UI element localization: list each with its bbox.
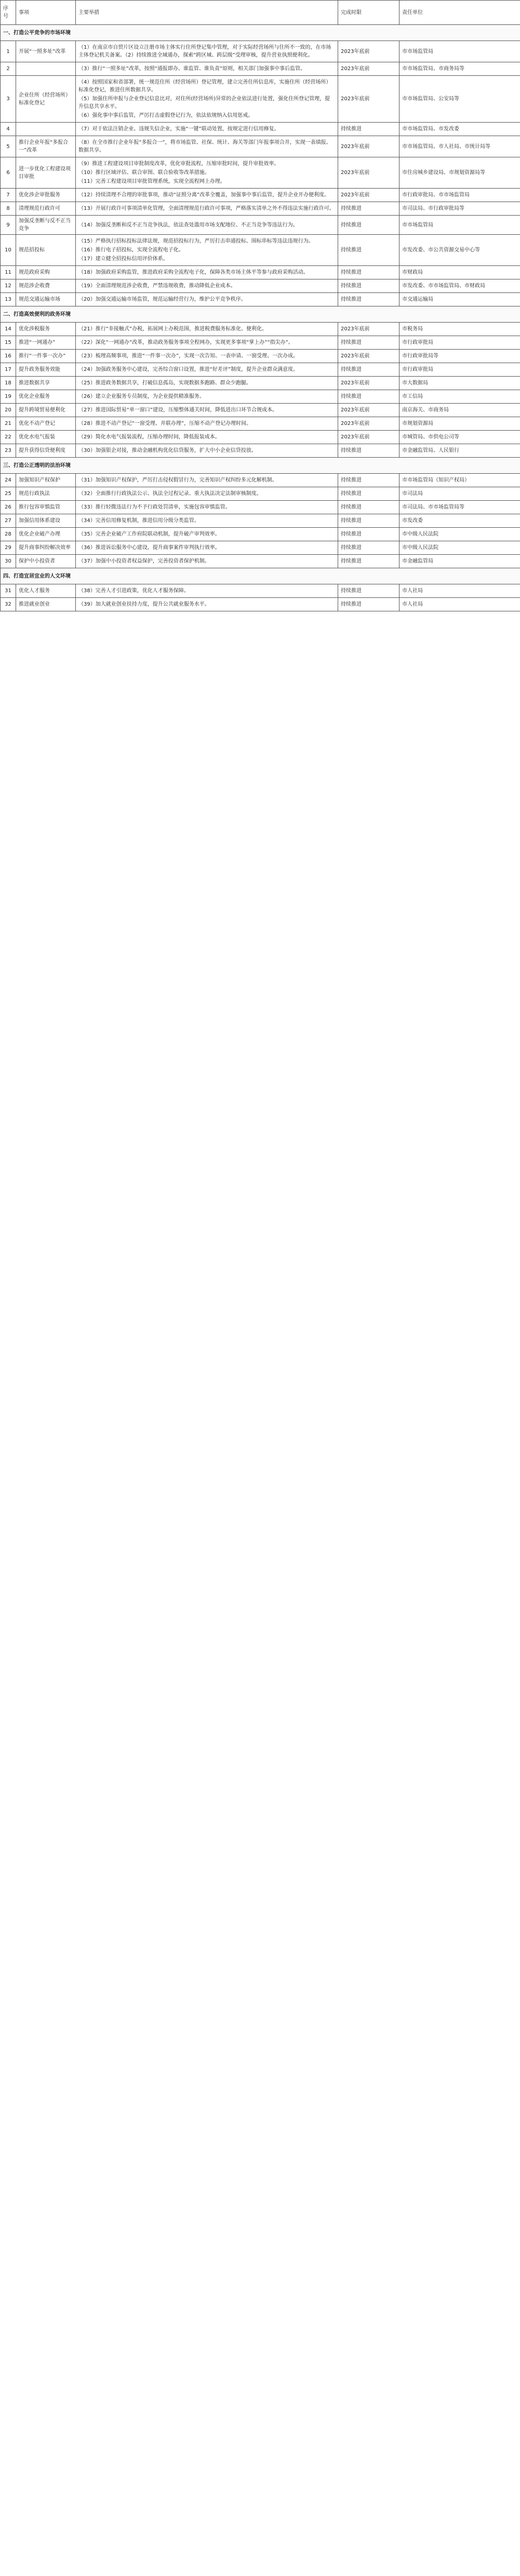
row-measures	[76, 377, 338, 390]
measure-paragraph: （28）推进不动产登记“一窗受理、并联办理”，压缩不动产登记办理时间。	[78, 421, 252, 426]
table-row	[1, 555, 520, 568]
row-department: 市城管局、市供电公司等	[399, 431, 520, 444]
measure-paragraph: （36）推进诉讼服务中心建设，提升商事案件审判执行效率。	[78, 545, 220, 551]
table-row	[1, 350, 520, 363]
row-measures	[76, 417, 338, 431]
measure-paragraph: （25）推进政务数据共享，打破信息孤岛，实现数据多跑路、群众少跑腿。	[78, 380, 251, 386]
section-row	[1, 458, 520, 474]
row-deadline: 持续推进	[338, 598, 399, 611]
row-measures	[76, 390, 338, 404]
row-department: 市发改委、市公共资源交易中心等	[399, 235, 520, 266]
row-deadline: 持续推进	[338, 541, 399, 555]
row-deadline: 持续推进	[338, 390, 399, 404]
row-item	[16, 62, 76, 76]
row-item: 推进数据共享	[16, 377, 76, 390]
row-deadline: 2023年底前	[338, 350, 399, 363]
header-no: 序号	[1, 1, 16, 25]
section-row	[1, 25, 520, 41]
row-no: 13	[1, 293, 16, 306]
row-no: 17	[1, 363, 16, 377]
row-measures	[76, 514, 338, 528]
row-measures	[76, 235, 338, 266]
row-department: 市发改委、市市场监管局、市财政局	[399, 279, 520, 293]
header-measures: 主要举措	[76, 1, 338, 25]
row-department: 市行政审批局等	[399, 350, 520, 363]
table-row	[1, 41, 520, 62]
table-row	[1, 123, 520, 136]
row-measures	[76, 157, 338, 189]
row-item: 推行企业年报“多报合一”改革	[16, 136, 76, 157]
measure-paragraph: （33）推行轻微违法行为不予行政处罚清单，实施包容审慎监管。	[78, 504, 231, 510]
row-no: 28	[1, 528, 16, 541]
table-header-row	[1, 1, 520, 25]
measure-paragraph: （14）加强反垄断和反不正当竞争执法，依法查处滥用市场支配地位、不正当竞争等违法行为。	[78, 222, 298, 228]
measures-table	[0, 0, 520, 611]
section-title: 二、打造高效便利的政务环境	[1, 306, 520, 323]
row-department: 市发改委	[399, 514, 520, 528]
measure-paragraph: （21）推行“非接触式”办税，拓展网上办税范围，推进税费服务标准化、便利化。	[78, 326, 268, 332]
measure-paragraph: （7）对于依法注销企业、违规失信企业，实施“一键”联动处置，按规定进行信用修复。	[78, 126, 279, 132]
table-row	[1, 293, 520, 306]
measure-paragraph: （1）在南京市自贸片区设立注册市场主体实行住所登记集中管理，对于实际经营场所与住所不一致的，在市场主体登记机关备案。（2）持续推进全域通办，探索“跨区域、跨层级”受理审核，提升营业执照便利化。	[78, 45, 331, 58]
row-deadline: 持续推进	[338, 216, 399, 235]
row-measures	[76, 136, 338, 157]
measure-paragraph: （27）推进国际贸易“单一窗口”建设，压缩整体通关时间，降低进出口环节合规成本。	[78, 407, 278, 413]
table-row	[1, 279, 520, 293]
row-measures	[76, 528, 338, 541]
row-department: 市司法局、市行政审批局等	[399, 202, 520, 216]
row-item: 规范招投标	[16, 235, 76, 266]
row-deadline: 持续推进	[338, 501, 399, 514]
row-item: 企业住所（经营场所）标准化登记	[16, 76, 76, 123]
row-no: 11	[1, 266, 16, 279]
row-item: 进一步优化工程建设项目审批	[16, 157, 76, 189]
table-row	[1, 136, 520, 157]
row-item	[16, 123, 76, 136]
header-department: 责任单位	[399, 1, 520, 25]
measure-paragraph: （15）严格执行招标投标法律法规，规范招投标行为，严厉打击串通投标、围标串标等违法违规行为。	[78, 238, 314, 244]
row-measures	[76, 293, 338, 306]
measure-paragraph: （23）梳理高频事项，推进“一件事一次办”，实现一次告知、一表申请、一窗受理、一次办成。	[78, 353, 299, 359]
row-department: 市行政审批局	[399, 363, 520, 377]
row-measures	[76, 336, 338, 350]
measure-paragraph: （19）全面清理规范涉企收费，严禁违规收费，推动降低企业成本。	[78, 283, 236, 289]
row-no: 30	[1, 555, 16, 568]
row-deadline: 持续推进	[338, 266, 399, 279]
table-row	[1, 62, 520, 76]
row-item: 提升商事纠纷解决效率	[16, 541, 76, 555]
row-deadline: 持续推进	[338, 474, 399, 487]
table-row	[1, 431, 520, 444]
measure-paragraph: （17）建立健全招投标信用评价体系。	[78, 256, 168, 262]
header-deadline: 完成时限	[338, 1, 399, 25]
row-deadline: 持续推进	[338, 363, 399, 377]
row-department: 市市场监管局、市人社局、市统计局等	[399, 136, 520, 157]
row-no: 14	[1, 323, 16, 336]
row-measures	[76, 62, 338, 76]
row-item: 推进就业创业	[16, 598, 76, 611]
row-item: 加强反垄断与反不正当竞争	[16, 216, 76, 235]
row-deadline: 2023年底前	[338, 189, 399, 202]
row-deadline: 持续推进	[338, 235, 399, 266]
table-row	[1, 541, 520, 555]
header-item: 事项	[16, 1, 76, 25]
row-department: 市规划资源局	[399, 417, 520, 431]
row-deadline: 2023年底前	[338, 157, 399, 189]
row-deadline: 持续推进	[338, 487, 399, 501]
row-item: 提升获得信贷便利度	[16, 444, 76, 458]
row-no: 12	[1, 279, 16, 293]
table-row	[1, 584, 520, 598]
table-row	[1, 474, 520, 487]
section-row	[1, 568, 520, 584]
section-title: 一、打造公平竞争的市场环境	[1, 25, 520, 41]
row-deadline: 持续推进	[338, 123, 399, 136]
row-deadline: 2023年底前	[338, 136, 399, 157]
measure-paragraph: （5）加强住所申报与企业登记信息比对，对住所(经营场所)异常的企业依法进行处置，强化住所登记管理，提升信息共享水平。	[78, 96, 330, 110]
row-measures	[76, 76, 338, 123]
row-measures	[76, 41, 338, 62]
table-row	[1, 157, 520, 189]
measure-paragraph: （18）加强政府采购监管，推进政府采购全流程电子化，保障各类市场主体平等参与政府采购活动。	[78, 270, 309, 275]
row-no: 9	[1, 216, 16, 235]
table-row	[1, 528, 520, 541]
table-row	[1, 404, 520, 417]
row-measures	[76, 598, 338, 611]
measure-paragraph: （3）推行“一照多址”改革，按照“通报即办、谁监管、谁负责”原则，相关部门加强事中事后监管。	[78, 66, 306, 72]
row-deadline: 持续推进	[338, 279, 399, 293]
row-no: 26	[1, 501, 16, 514]
row-item: 优化企业破产办理	[16, 528, 76, 541]
table-row	[1, 501, 520, 514]
row-no: 21	[1, 417, 16, 431]
row-item: 提升跨境贸易便利化	[16, 404, 76, 417]
row-measures	[76, 487, 338, 501]
row-department: 市行政审批局、市市场监管局	[399, 189, 520, 202]
measure-paragraph: （8）在全市推行企业年报“多报合一”，将市场监管、社保、统计、海关等部门年报事项合并，实现一表填报、数据共享。	[78, 140, 331, 153]
row-deadline: 2023年底前	[338, 323, 399, 336]
table-row	[1, 323, 520, 336]
row-department: 市住房城乡建设局、市规划资源局等	[399, 157, 520, 189]
table-row	[1, 390, 520, 404]
row-no: 20	[1, 404, 16, 417]
row-no: 6	[1, 157, 16, 189]
row-department: 市市场监管局	[399, 41, 520, 62]
measure-paragraph: （31）加强知识产权保护，严厉打击侵权假冒行为，完善知识产权纠纷多元化解机制。	[78, 477, 277, 483]
row-item: 规范涉企收费	[16, 279, 76, 293]
row-measures	[76, 266, 338, 279]
measure-paragraph: （37）加强中小投资者权益保护，完善投资者保护机制。	[78, 558, 210, 564]
row-no: 15	[1, 336, 16, 350]
measure-paragraph: （10）推行区域评估、联合审图、联合验收等改革措施。	[78, 170, 210, 176]
row-deadline: 2023年底前	[338, 41, 399, 62]
measure-paragraph: （20）加强交通运输市场监管，规范运输经营行为，维护公平竞争秩序。	[78, 297, 246, 302]
row-no: 3	[1, 76, 16, 123]
row-item: 优化企业服务	[16, 390, 76, 404]
row-no: 10	[1, 235, 16, 266]
row-item: 清理规范行政许可	[16, 202, 76, 216]
row-item: 优化不动产登记	[16, 417, 76, 431]
row-deadline: 持续推进	[338, 336, 399, 350]
row-no: 31	[1, 584, 16, 598]
measure-paragraph: （24）加强政务服务中心建设，完善综合窗口设置，推进“好差评”制度，提升企业群众满意度。	[78, 367, 299, 372]
row-department: 市市场监管局（知识产权局）	[399, 474, 520, 487]
row-measures	[76, 123, 338, 136]
measure-paragraph: （26）建立企业服务专员制度，为企业提供精准服务。	[78, 394, 205, 399]
row-deadline: 2023年底前	[338, 404, 399, 417]
row-no: 22	[1, 431, 16, 444]
row-item: 推进“一网通办”	[16, 336, 76, 350]
row-department: 市交通运输局	[399, 293, 520, 306]
row-department: 市中级人民法院	[399, 541, 520, 555]
row-measures	[76, 202, 338, 216]
measure-paragraph: （29）简化水电气报装流程，压缩办理时间，降低报装成本。	[78, 434, 220, 440]
table-row	[1, 598, 520, 611]
row-measures	[76, 350, 338, 363]
row-deadline: 2023年底前	[338, 377, 399, 390]
row-department: 市中级人民法院	[399, 528, 520, 541]
row-deadline: 持续推进	[338, 202, 399, 216]
row-item: 规范交通运输市场	[16, 293, 76, 306]
row-department: 南京海关、市商务局	[399, 404, 520, 417]
row-no: 16	[1, 350, 16, 363]
row-department: 市市场监管局	[399, 216, 520, 235]
row-no: 2	[1, 62, 16, 76]
section-title: 四、打造宜居宜业的人文环境	[1, 568, 520, 584]
row-no: 23	[1, 444, 16, 458]
row-item: 保护中小投资者	[16, 555, 76, 568]
row-no: 24	[1, 474, 16, 487]
table-row	[1, 417, 520, 431]
measure-paragraph: （38）完善人才引进政策，优化人才服务保障。	[78, 588, 189, 594]
row-no: 4	[1, 123, 16, 136]
row-department: 市大数据局	[399, 377, 520, 390]
row-no: 25	[1, 487, 16, 501]
row-department: 市市场监管局、市发改委	[399, 123, 520, 136]
measure-paragraph: （4）按照国家和省部署，统一规范住所（经营场所）登记管理，建立完善住所信息库，实施住所（经营场所）标准化登记，推进住所数据共享。	[78, 79, 331, 93]
table-row	[1, 76, 520, 123]
row-deadline: 持续推进	[338, 528, 399, 541]
row-deadline: 2023年底前	[338, 431, 399, 444]
section-title: 三、打造公正透明的法治环境	[1, 458, 520, 474]
row-department: 市司法局	[399, 487, 520, 501]
measure-paragraph: （11）完善工程建设项目审批管理系统，实现全流程网上办理。	[78, 179, 225, 184]
row-department: 市财政局	[399, 266, 520, 279]
row-measures	[76, 323, 338, 336]
row-no: 7	[1, 189, 16, 202]
row-no: 32	[1, 598, 16, 611]
measure-paragraph: （35）完善企业破产工作府院联动机制，提升破产审判效率。	[78, 531, 220, 537]
row-item: 开展“一照多址”改革	[16, 41, 76, 62]
row-department: 市市场监管局、市商务局等	[399, 62, 520, 76]
table-row	[1, 363, 520, 377]
row-measures	[76, 584, 338, 598]
row-no: 29	[1, 541, 16, 555]
row-measures	[76, 541, 338, 555]
row-item: 规范行政执法	[16, 487, 76, 501]
row-department: 市税务局	[399, 323, 520, 336]
row-item: 优化水电气报装	[16, 431, 76, 444]
row-no: 27	[1, 514, 16, 528]
row-no: 8	[1, 202, 16, 216]
table-row	[1, 189, 520, 202]
row-item: 优化人才服务	[16, 584, 76, 598]
measure-paragraph: （22）深化“一网通办”改革，推动政务服务事项全程网办，实现更多事项“掌上办”“指尖办”。	[78, 340, 294, 345]
section-row	[1, 306, 520, 323]
row-item: 加强信用体系建设	[16, 514, 76, 528]
row-item: 规范政府采购	[16, 266, 76, 279]
table-row	[1, 336, 520, 350]
measure-paragraph: （12）持续清理不合理的审批事项，推动“证照分离”改革全覆盖，加强事中事后监管，提升企业开办便利度。	[78, 192, 330, 198]
row-department: 市工信局	[399, 390, 520, 404]
row-deadline: 持续推进	[338, 444, 399, 458]
measure-paragraph: （34）完善信用修复机制，推进信用分级分类监管。	[78, 518, 199, 524]
row-item: 推行“一件事一次办”	[16, 350, 76, 363]
row-department: 市司法局、市市场监管局等	[399, 501, 520, 514]
row-measures	[76, 501, 338, 514]
row-measures	[76, 189, 338, 202]
table-row	[1, 216, 520, 235]
row-deadline: 2023年底前	[338, 62, 399, 76]
row-department: 市金融监管局	[399, 555, 520, 568]
row-department: 市市场监管局、公安局等	[399, 76, 520, 123]
table-row	[1, 202, 520, 216]
table-row	[1, 514, 520, 528]
row-item: 优化涉税服务	[16, 323, 76, 336]
measure-paragraph: （13）开展行政许可事项清单化管理，全面清理规范行政许可事项，严格落实清单之外不得违法实施行政许可。	[78, 206, 335, 211]
measure-paragraph: （32）全面推行行政执法公示、执法全过程记录、重大执法决定法制审核制度。	[78, 491, 262, 497]
row-deadline: 2023年底前	[338, 76, 399, 123]
measure-paragraph: （16）推行电子招投标，实现全流程电子化。	[78, 247, 184, 253]
row-measures	[76, 474, 338, 487]
row-item: 提升政务服务效能	[16, 363, 76, 377]
row-department: 市金融监管局、人民银行	[399, 444, 520, 458]
row-measures	[76, 555, 338, 568]
measure-paragraph: （39）加大就业创业扶持力度，提升公共就业服务水平。	[78, 602, 210, 607]
row-no: 19	[1, 390, 16, 404]
row-deadline: 持续推进	[338, 584, 399, 598]
row-measures	[76, 404, 338, 417]
measure-paragraph: （30）加强银企对接，推动金融机构优化信贷服务，扩大中小企业信贷投放。	[78, 448, 257, 453]
row-item: 加强知识产权保护	[16, 474, 76, 487]
row-no: 1	[1, 41, 16, 62]
row-department: 市人社局	[399, 584, 520, 598]
row-department: 市行政审批局	[399, 336, 520, 350]
row-measures	[76, 279, 338, 293]
row-deadline: 持续推进	[338, 555, 399, 568]
row-measures	[76, 431, 338, 444]
table-row	[1, 444, 520, 458]
row-department: 市人社局	[399, 598, 520, 611]
measure-paragraph: （6）强化事中事后监管，严厉打击虚假登记行为，依法依规纳入信用惩戒。	[78, 113, 254, 118]
row-deadline: 持续推进	[338, 514, 399, 528]
row-measures	[76, 216, 338, 235]
table-row	[1, 377, 520, 390]
row-item: 优化涉企审批服务	[16, 189, 76, 202]
row-no: 18	[1, 377, 16, 390]
table-row	[1, 235, 520, 266]
row-measures	[76, 444, 338, 458]
row-no: 5	[1, 136, 16, 157]
table-row	[1, 266, 520, 279]
row-measures	[76, 363, 338, 377]
row-deadline: 2023年底前	[338, 417, 399, 431]
row-item: 推行包容审慎监管	[16, 501, 76, 514]
table-body	[1, 25, 520, 611]
row-deadline: 持续推进	[338, 293, 399, 306]
measure-paragraph: （9）推进工程建设项目审批制度改革，优化审批流程，压缩审批时间，提升审批效率。	[78, 161, 279, 167]
table-row	[1, 487, 520, 501]
